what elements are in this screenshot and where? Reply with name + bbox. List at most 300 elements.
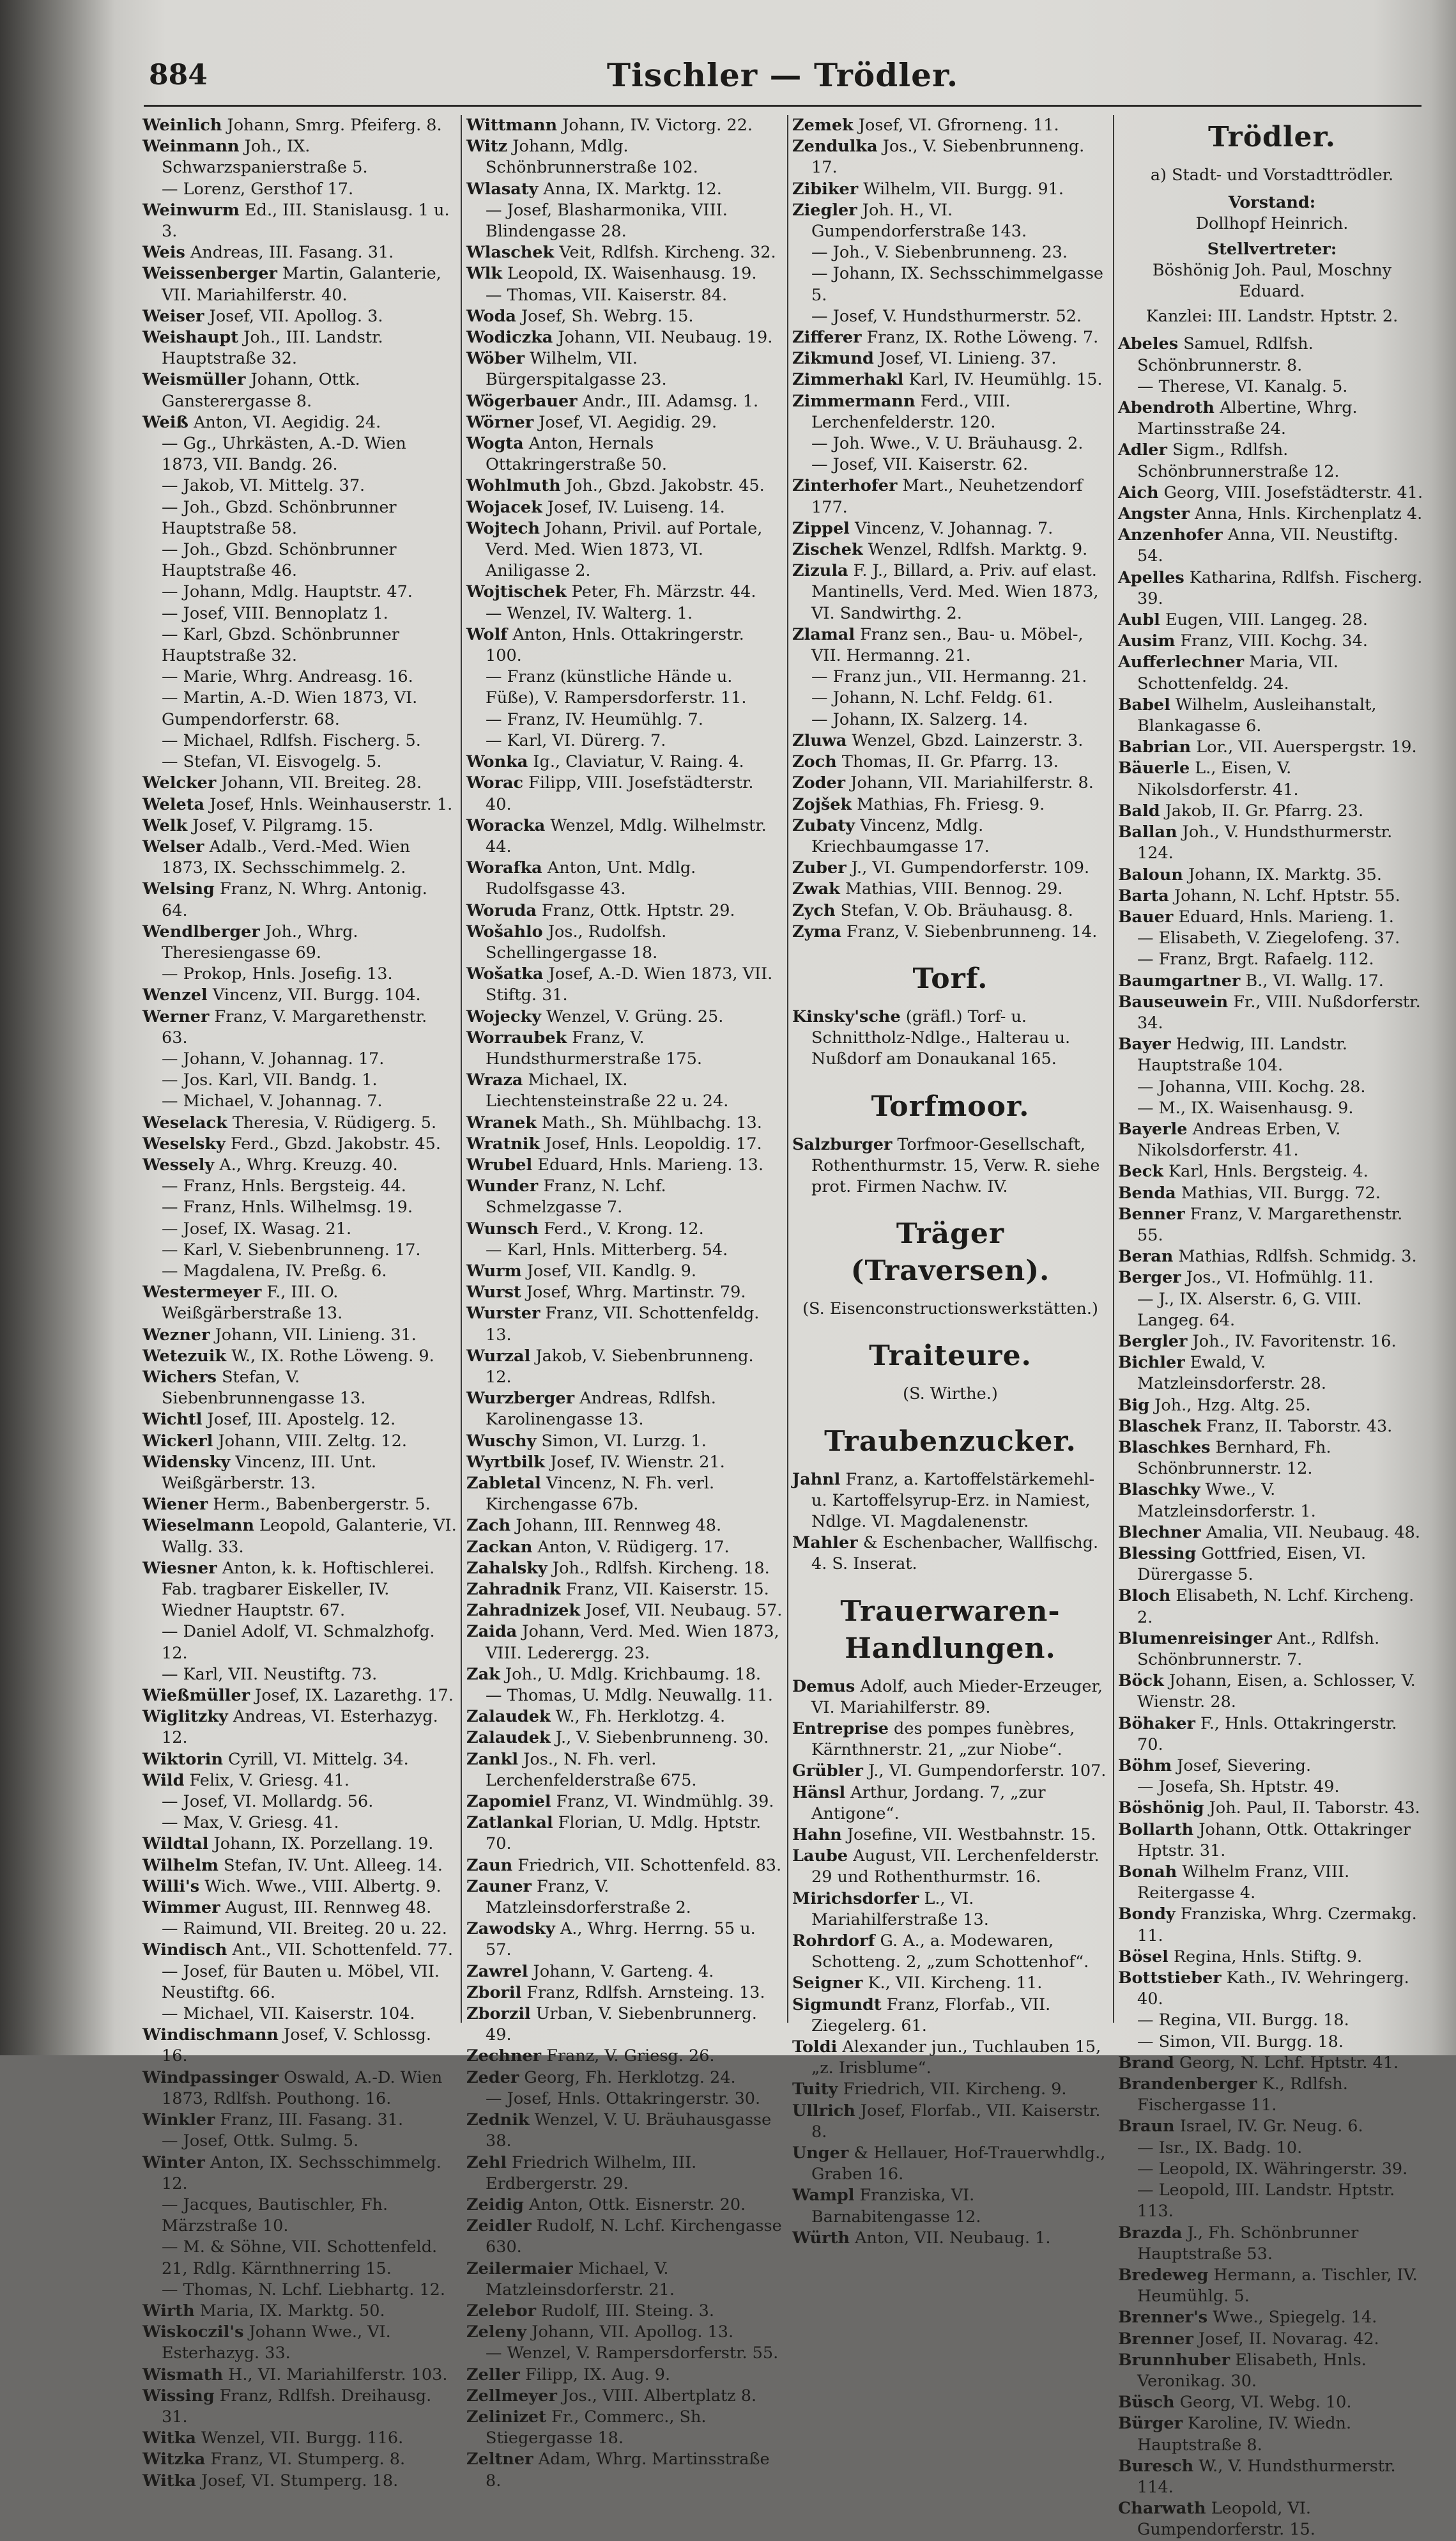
directory-entry: Wirth Maria, IX. Marktg. 50. — [142, 2301, 385, 2321]
directory-entry: — Joh., Gbzd. Schönbrunner Hauptstraße 46. — [162, 540, 397, 581]
directory-entry: Zwak Mathias, VIII. Bennog. 29. — [792, 879, 1063, 899]
directory-entry: — Josef, für Bauten u. Möbel, VII. Neustiftg. 66. — [162, 1961, 440, 2002]
directory-entry: Wörner Josef, VI. Aegidig. 29. — [466, 412, 717, 432]
directory-entry: Zak Joh., U. Mdlg. Krichbaumg. 18. — [466, 1664, 762, 1684]
directory-entry: Zikmund Josef, VI. Linieng. 37. — [792, 349, 1057, 369]
directory-entry: — Johanna, VIII. Kochg. 28. — [1137, 1077, 1366, 1097]
directory-entry: Witka Josef, VI. Stumperg. 18. — [142, 2471, 399, 2491]
directory-entry: Zych Stefan, V. Ob. Bräuhausg. 8. — [792, 900, 1073, 920]
directory-entry: Zeilermaier Michael, V. Matzleinsdorferstr. 21. — [466, 2259, 675, 2299]
directory-entry: Wessely A., Whrg. Kreuzg. 40. — [142, 1155, 398, 1175]
directory-entry: Wurster Franz, VII. Schottenfeldg. 13. — [466, 1304, 760, 1345]
directory-entry: Westermeyer F., III. O. Weißgärberstraße 13. — [142, 1283, 343, 1324]
directory-entry: Aich Georg, VIII. Josefstädterstr. 41. — [1118, 483, 1423, 502]
directory-entry: Ziegler Joh. H., VI. Gumpendorferstraße 143. — [792, 200, 1027, 242]
directory-entry: Witka Wenzel, VII. Burgg. 116. — [142, 2429, 404, 2448]
directory-entry: Böhm Josef, Sievering. — [1118, 1756, 1312, 1776]
directory-entry: — Karl, VII. Neustiftg. 73. — [162, 1664, 378, 1684]
directory-entry: Wlk Leopold, IX. Waisenhausg. 19. — [466, 264, 757, 284]
directory-entry: Unger & Hellauer, Hof-Trauerwhdlg., Graben 16. — [792, 2143, 1106, 2184]
directory-entry: Zippel Vincenz, V. Johannag. 7. — [792, 518, 1054, 538]
directory-entry: Zaida Johann, Verd. Med. Wien 1873, VIII. Lederergg. 23. — [466, 1622, 779, 1663]
directory-entry: Wöber Wilhelm, VII. Bürgerspitalgasse 23. — [466, 349, 667, 390]
directory-entry: Entreprise des pompes funèbres, Kärnthnerstr. 21, „zur Niobe“. — [792, 1718, 1075, 1760]
directory-entry: Wurst Josef, Whrg. Martinstr. 79. — [466, 1283, 746, 1302]
directory-entry: Bäuerle L., Eisen, V. Nikolsdorferstr. 41. — [1118, 759, 1299, 799]
directory-entry: Zeller Filipp, IX. Aug. 9. — [466, 2365, 671, 2384]
directory-entry: — Wenzel, IV. Walterg. 1. — [486, 603, 693, 623]
directory-entry: Abeles Samuel, Rdlfsh. Schönbrunnerstr. 8. — [1118, 334, 1314, 375]
directory-entry: — Johann, V. Johannag. 17. — [162, 1049, 385, 1069]
directory-entry: Zinterhofer Mart., Neuhetzendorf 177. — [792, 476, 1083, 517]
directory-entry: Bauseuwein Fr., VIII. Nußdorferstr. 34. — [1118, 992, 1421, 1033]
directory-entry: Brenner Josef, II. Novarag. 42. — [1118, 2329, 1379, 2349]
directory-entry: — Leopold, III. Landstr. Hptstr. 113. — [1137, 2181, 1395, 2221]
directory-entry: Wissing Franz, Rdlfsh. Dreihausg. 31. — [142, 2386, 432, 2427]
directory-entry: Wetezuik W., IX. Rothe Löweng. 9. — [142, 1346, 434, 1366]
directory-entry: Zackan Anton, V. Rüdigerg. 17. — [466, 1537, 730, 1557]
directory-entry: Zaun Friedrich, VII. Schottenfeld. 83. — [466, 1855, 782, 1875]
directory-entry: Weleta Josef, Hnls. Weinhauserstr. 1. — [142, 794, 453, 814]
directory-entry: — Franz, Hnls. Wilhelmsg. 19. — [162, 1198, 413, 1217]
directory-entry: Beran Mathias, Rdlfsh. Schmidg. 3. — [1118, 1247, 1417, 1267]
directory-entry: Windischmann Josef, V. Schlossg. 16. — [142, 2025, 432, 2066]
directory-entry: Aubl Eugen, VIII. Langeg. 28. — [1118, 610, 1368, 630]
directory-entry: Wießmüller Josef, IX. Lazarethg. 17. — [142, 1686, 454, 1706]
directory-entry: Wratnik Josef, Hnls. Leopoldig. 17. — [466, 1134, 762, 1154]
directory-entry: Zelebor Rudolf, III. Steing. 3. — [466, 2301, 715, 2321]
stellvertreter-names: Böshönig Joh. Paul, Moschny Eduard. — [1152, 260, 1392, 302]
directory-entry: Bayerle Andreas Erben, V. Nikolsdorferstr. 41. — [1118, 1119, 1341, 1161]
directory-entry: Zborzil Urban, V. Siebenbrunnerg. 49. — [466, 2004, 757, 2045]
directory-entry: Zoder Johann, VII. Mariahilferstr. 8. — [792, 773, 1094, 793]
directory-entry: Apelles Katharina, Rdlfsh. Fischerg. 39. — [1118, 568, 1423, 608]
directory-entry: Weinwurm Ed., III. Stanislausg. 1 u. 3. — [142, 200, 450, 242]
directory-entry: Zibiker Wilhelm, VII. Burgg. 91. — [792, 179, 1064, 199]
directory-entry: Weismüller Johann, Ottk. Gansterergasse 8. — [142, 370, 360, 411]
directory-entry: — Josef, Blasharmonika, VIII. Blindengasse 28. — [486, 200, 728, 242]
section-torf-entries — [792, 1007, 1108, 1070]
directory-entry: Zabletal Vincenz, N. Fh. verl. Kirchengasse 67b. — [466, 1474, 715, 1515]
directory-entry: Wieselmann Leopold, Galanterie, VI. Wallg. 33. — [142, 1516, 457, 1557]
kanzlei-address: Kanzlei: III. Landstr. Hptstr. 2. — [1146, 307, 1399, 327]
column-2 — [466, 115, 783, 2491]
directory-entry: — Stefan, VI. Eisvogelg. 5. — [162, 752, 382, 772]
directory-entry: Bösel Regina, Hnls. Stiftg. 9. — [1118, 1947, 1363, 1966]
directory-entry: Zednik Wenzel, V. U. Bräuhausgasse 38. — [466, 2110, 772, 2151]
directory-entry: — Franz jun., VII. Hermanng. 21. — [811, 667, 1087, 687]
directory-entry: Wlasaty Anna, IX. Marktg. 12. — [466, 179, 722, 199]
directory-entry: — Karl, Gbzd. Schönbrunner Hauptstraße 32. — [162, 624, 400, 666]
directory-entry: Braun Israel, IV. Gr. Neug. 6. — [1118, 2117, 1363, 2136]
directory-entry: Beck Karl, Hnls. Bergsteig. 4. — [1118, 1162, 1368, 1182]
directory-entry: Blaschkes Bernhard, Fh. Schönbrunnerstr. 12. — [1118, 1437, 1331, 1479]
directory-entry: — Jacques, Bautischler, Fh. Märzstraße 10. — [162, 2195, 388, 2236]
section-heading-traubenzucker: Traubenzucker. — [824, 1425, 1077, 1458]
directory-entry: Böhaker F., Hnls. Ottakringerstr. 70. — [1118, 1713, 1397, 1754]
directory-entry: Wranek Math., Sh. Mühlbachg. 13. — [466, 1113, 762, 1132]
directory-entry: Zahradnik Franz, VII. Kaiserstr. 15. — [466, 1580, 769, 1600]
directory-entry: Würth Anton, VII. Neubaug. 1. — [792, 2228, 1051, 2248]
section-heading-traiteure: Traiteure. — [869, 1340, 1032, 1373]
header-rule — [144, 105, 1422, 107]
directory-entry: Zlamal Franz sen., Bau- u. Möbel-, VII. Hermanng. 21. — [792, 624, 1084, 666]
directory-entry: — Daniel Adolf, VI. Schmalzhofg. 12. — [162, 1622, 435, 1663]
directory-entry: Zeidig Anton, Ottk. Eisnerstr. 20. — [466, 2195, 746, 2214]
directory-entry: Zelinizet Fr., Commerc., Sh. Stiegergasse 18. — [466, 2407, 707, 2448]
directory-entry: — Josef, VIII. Bennoplatz 1. — [162, 603, 388, 623]
directory-entry: Willi's Wich. Wwe., VIII. Albertg. 9. — [142, 1876, 441, 1896]
directory-entry: Wichtl Josef, III. Apostelg. 12. — [142, 1410, 396, 1430]
directory-entry: Blumenreisinger Ant., Rdlfsh. Schönbrunnerstr. 7. — [1118, 1628, 1380, 1670]
directory-entry: Wild Felix, V. Griesg. 41. — [142, 1770, 349, 1790]
directory-entry: — Regina, VII. Burgg. 18. — [1137, 2011, 1349, 2030]
directory-entry: — Thomas, U. Mdlg. Neuwallg. 11. — [486, 1686, 773, 1706]
directory-entry: — Jos. Karl, VII. Bandg. 1. — [162, 1070, 378, 1090]
directory-entry: Ullrich Josef, Florfab., VII. Kaiserstr. 8. — [792, 2101, 1101, 2142]
directory-entry: Wögerbauer Andr., III. Adamsg. 1. — [466, 391, 759, 411]
directory-entry: — Wenzel, V. Rampersdorferstr. 55. — [486, 2344, 779, 2363]
directory-entry: — Gg., Uhrkästen, A.-D. Wien 1873, VII. Bandg. 26. — [162, 434, 406, 475]
section-traubenzucker-entries — [792, 1469, 1108, 1575]
section-traeger-note: (S. Eisenconstructionswerkstätten.) — [802, 1299, 1098, 1319]
directory-entry: Bald Jakob, II. Gr. Pfarrg. 23. — [1118, 801, 1364, 821]
directory-entry: Wismath H., VI. Mariahilferstr. 103. — [142, 2365, 448, 2384]
directory-entry: Rohrdorf G. A., a. Modewaren, Schotteng. 2, „zum Schottenhof“. — [792, 1931, 1089, 1972]
directory-entry: — Josef, IX. Wasag. 21. — [162, 1219, 352, 1239]
directory-entry: Wurzal Jakob, V. Siebenbrunneng. 12. — [466, 1346, 754, 1387]
directory-entry: Zeleny Johann, VII. Apollog. 13. — [466, 2322, 734, 2342]
directory-entry: Brunnhuber Elisabeth, Hnls. Veronikag. 30. — [1118, 2350, 1367, 2391]
troedler-subheading: a) Stadt- und Vorstadttrödler. — [1150, 166, 1394, 185]
directory-entry: Zeltner Adam, Whrg. Martinsstraße 8. — [466, 2450, 770, 2491]
section-traiteure-note: (S. Wirthe.) — [903, 1384, 998, 1404]
directory-entry: Bredeweg Hermann, a. Tischler, IV. Heumühlg. 5. — [1118, 2265, 1418, 2306]
directory-entry: Wiener Herm., Babenbergerstr. 5. — [142, 1495, 431, 1515]
directory-entry: — Magdalena, IV. Preßg. 6. — [162, 1261, 387, 1281]
directory-entry: Zauner Franz, V. Matzleinsdorferstraße 2. — [466, 1876, 691, 1918]
directory-entry: Wraza Michael, IX. Liechtensteinstraße 22 u. 24. — [466, 1070, 729, 1111]
directory-entry: Mahler & Eschenbacher, Wallfischg. 4. S. Inserat. — [792, 1533, 1099, 1574]
directory-entry: Wlaschek Veit, Rdlfsh. Kircheng. 32. — [466, 243, 776, 263]
directory-entry: Winkler Franz, III. Fasang. 31. — [142, 2110, 404, 2130]
directory-entry: Zluwa Wenzel, Gbzd. Lainzerstr. 3. — [792, 730, 1084, 750]
directory-entry: — Leopold, IX. Währingerstr. 39. — [1137, 2159, 1408, 2179]
column-divider — [1113, 115, 1114, 2023]
directory-entry: Sigmundt Franz, Florfab., VII. Ziegelerg. 61. — [792, 1995, 1051, 2035]
directory-entry: Tuity Friedrich, VII. Kircheng. 9. — [792, 2080, 1067, 2099]
directory-entry: Zalaudek W., Fh. Herklotzg. 4. — [466, 1707, 726, 1727]
directory-entry: — M. & Söhne, VII. Schottenfeld. 21, Rdlg. Kärnthnerring 15. — [162, 2237, 438, 2278]
directory-entry: — Karl, V. Siebenbrunneng. 17. — [162, 1240, 421, 1260]
directory-entry: Zuber J., VI. Gumpendorferstr. 109. — [792, 858, 1090, 878]
directory-entry: Wunsch Ferd., V. Krong. 12. — [466, 1219, 704, 1239]
directory-entry: — Michael, V. Johannag. 7. — [162, 1092, 383, 1111]
section-heading-trauerwaren: Trauerwaren-Handlungen. — [840, 1595, 1061, 1665]
directory-entry: Babel Wilhelm, Ausleihanstalt, Blankagasse 6. — [1118, 695, 1377, 736]
directory-entry: Benda Mathias, VII. Burgg. 72. — [1118, 1183, 1381, 1203]
directory-entry: Weiß Anton, VI. Aegidig. 24. — [142, 412, 381, 432]
directory-entry: Wuschy Simon, VI. Lurzg. 1. — [466, 1431, 707, 1451]
directory-entry: Zimmermann Ferd., VIII. Lerchenfelderstr. 120. — [792, 391, 1011, 432]
directory-entry: Wojacek Josef, IV. Luiseng. 14. — [466, 497, 725, 517]
directory-entry: — Martin, A.-D. Wien 1873, VI. Gumpendorferstr. 68. — [162, 688, 418, 729]
directory-entry: Salzburger Torfmoor-Gesellschaft, Rothenthurmstr. 15, Verw. R. siehe prot. Firmen Nachw. IV. — [792, 1134, 1100, 1196]
directory-entry: Welk Josef, V. Pilgramg. 15. — [142, 815, 374, 835]
directory-entry: — Josef, Hnls. Ottakringerstr. 30. — [486, 2089, 761, 2108]
directory-entry: Wohlmuth Joh., Gbzd. Jakobstr. 45. — [466, 476, 765, 496]
directory-entry: — Elisabeth, V. Ziegelofeng. 37. — [1137, 929, 1400, 948]
directory-entry: — Simon, VII. Burgg. 18. — [1137, 2032, 1344, 2051]
column-3-entries — [792, 115, 1108, 943]
directory-entry: Zyma Franz, V. Siebenbrunneng. 14. — [792, 922, 1098, 941]
directory-entry: Zeder Georg, Fh. Herklotzg. 24. — [466, 2067, 736, 2087]
directory-entry: — Thomas, N. Lchf. Liebhartg. 12. — [162, 2280, 445, 2299]
section-torfmoor-entries — [792, 1134, 1108, 1198]
directory-entry: Zifferer Franz, IX. Rothe Löweng. 7. — [792, 328, 1099, 348]
directory-entry: — Josefa, Sh. Hptstr. 49. — [1137, 1777, 1340, 1797]
directory-page — [137, 26, 1428, 2540]
directory-entry: Wurm Josef, VII. Kandlg. 9. — [466, 1261, 696, 1281]
directory-entry: Zimmerhakl Karl, IV. Heumühlg. 15. — [792, 370, 1103, 390]
section-heading-traeger: Träger (Traversen). — [850, 1217, 1050, 1288]
directory-entry: Benner Franz, V. Margarethenstr. 55. — [1118, 1204, 1403, 1245]
directory-entry: Toldi Alexander jun., Tuchlauben 15, „z. Irisblume“. — [792, 2037, 1101, 2078]
directory-entry: Wodiczka Johann, VII. Neubaug. 19. — [466, 328, 773, 348]
directory-entry: Zoch Thomas, II. Gr. Pfarrg. 13. — [792, 752, 1059, 772]
directory-entry: Wiskoczil's Johann Wwe., VI. Esterhazyg. 33. — [142, 2322, 391, 2363]
running-title: Tischler — Trödler. — [606, 56, 959, 94]
directory-entry: Adler Sigm., Rdlfsh. Schönbrunnerstraße 12. — [1118, 440, 1340, 481]
directory-entry: Wonka Ig., Claviatur, V. Raing. 4. — [466, 752, 744, 772]
directory-entry: Charwath Leopold, VI. Gumpendorferstr. 15. — [1118, 2499, 1315, 2540]
directory-entry: Witzka Franz, VI. Stumperg. 8. — [142, 2450, 406, 2469]
directory-entry: Zizula F. J., Billard, a. Priv. auf elast. Mantinells, Verd. Med. Wien 1873, VI. Sandwirthg. 2. — [792, 561, 1099, 623]
directory-entry: Weinlich Johann, Smrg. Pfeiferg. 8. — [142, 116, 442, 135]
directory-entry: Weiser Josef, VII. Apollog. 3. — [142, 306, 383, 326]
directory-entry: — Karl, VI. Dürerg. 7. — [486, 730, 666, 750]
directory-entry: Abendroth Albertine, Whrg. Martinsstraße 24. — [1118, 398, 1358, 439]
directory-entry: Winter Anton, IX. Sechsschimmelg. 12. — [142, 2152, 441, 2193]
directory-entry: — Therese, VI. Kanalg. 5. — [1137, 376, 1348, 396]
directory-entry: — Karl, Hnls. Mitterberg. 54. — [486, 1240, 728, 1260]
directory-entry: Demus Adolf, auch Mieder-Erzeuger, VI. Mariahilferstr. 89. — [792, 1676, 1103, 1717]
directory-entry: Anzenhofer Anna, VII. Neustiftg. 54. — [1118, 525, 1399, 566]
directory-entry: — Josef, VI. Mollardg. 56. — [162, 1792, 374, 1812]
directory-entry: — Johann, IX. Salzerg. 14. — [811, 709, 1028, 729]
directory-entry: Woracka Wenzel, Mdlg. Wilhelmstr. 44. — [466, 815, 767, 856]
directory-entry: Zendulka Jos., V. Siebenbrunneng. 17. — [792, 137, 1085, 178]
directory-entry: — Johann, N. Lchf. Feldg. 61. — [811, 688, 1054, 708]
directory-entry: Wiktorin Cyrill, VI. Mittelg. 34. — [142, 1749, 409, 1769]
directory-entry: Bloch Elisabeth, N. Lchf. Kircheng. 2. — [1118, 1586, 1414, 1627]
directory-entry: — Max, V. Griesg. 41. — [162, 1813, 339, 1833]
directory-entry: Wilhelm Stefan, IV. Unt. Alleeg. 14. — [142, 1855, 443, 1875]
directory-entry: Wojtischek Peter, Fh. Märzstr. 44. — [466, 582, 756, 602]
directory-entry: — Jakob, VI. Mittelg. 37. — [162, 476, 365, 496]
directory-entry: Wichers Stefan, V. Siebenbrunnengasse 13. — [142, 1367, 366, 1409]
directory-entry: Zach Johann, III. Rennweg 48. — [466, 1516, 722, 1536]
directory-entry: Weinmann Joh., IX. Schwarzspanierstraße 5. — [142, 137, 368, 178]
directory-entry: Wošahlo Jos., Rudolfsh. Schellingergasse 18. — [466, 922, 667, 962]
directory-entry: Kinsky'sche (gräfl.) Torf- u. Schnittholz-Ndlge., Halterau u. Nußdorf am Donaukanal 165. — [792, 1007, 1071, 1069]
directory-entry: Blaschek Franz, II. Taborstr. 43. — [1118, 1416, 1393, 1436]
directory-entry: — Marie, Whrg. Andreasg. 16. — [162, 667, 413, 687]
directory-entry: Brenner's Wwe., Spiegelg. 14. — [1118, 2308, 1377, 2328]
directory-entry: — Franz, IV. Heumühlg. 7. — [486, 709, 703, 729]
directory-entry: Wendlberger Joh., Whrg. Theresiengasse 69. — [142, 922, 358, 962]
directory-entry: Zischek Wenzel, Rdlfsh. Marktg. 9. — [792, 540, 1088, 560]
directory-entry: Zawrel Johann, V. Garteng. 4. — [466, 1961, 714, 1981]
directory-entry: Büsch Georg, VI. Webg. 10. — [1118, 2393, 1352, 2413]
directory-entry: Woda Josef, Sh. Webrg. 15. — [466, 306, 694, 326]
directory-entry: Weissenberger Martin, Galanterie, VII. Mariahilferstr. 40. — [142, 264, 441, 305]
directory-entry: — Isr., IX. Badg. 10. — [1137, 2138, 1303, 2158]
directory-entry: Blechner Amalia, VII. Neubaug. 48. — [1118, 1522, 1421, 1542]
directory-entry: — Franz, Hnls. Bergsteig. 44. — [162, 1177, 406, 1196]
directory-entry: Weselack Theresia, V. Rüdigerg. 5. — [142, 1113, 437, 1132]
directory-entry: Welser Adalb., Verd.-Med. Wien 1873, IX. Sechsschimmelg. 2. — [142, 837, 410, 878]
directory-entry: Windpassinger Oswald, A.-D. Wien 1873, Rdlfsh. Pouthong. 16. — [142, 2067, 443, 2108]
directory-entry: — Josef, Ottk. Sulmg. 5. — [162, 2131, 359, 2151]
directory-entry: Grübler J., VI. Gumpendorferstr. 107. — [792, 1761, 1107, 1781]
directory-entry: Zojšek Mathias, Fh. Friesg. 9. — [792, 794, 1045, 814]
directory-entry: Wurzberger Andreas, Rdlfsh. Karolinengasse 13. — [466, 1389, 716, 1430]
directory-entry: Zemek Josef, VI. Gfrorneng. 11. — [792, 116, 1059, 135]
directory-entry: Woruda Franz, Ottk. Hptstr. 29. — [466, 900, 735, 920]
directory-entry: Bauer Eduard, Hnls. Marieng. 1. — [1118, 907, 1394, 927]
column-1 — [142, 115, 457, 2491]
directory-entry: Angster Anna, Hnls. Kirchenplatz 4. — [1118, 504, 1423, 524]
directory-entry: Brandenberger K., Rdlfsh. Fischergasse 11. — [1118, 2074, 1348, 2115]
directory-entry: Wojtech Johann, Privil. auf Portale, Verd. Med. Wien 1873, VI. Aniligasse 2. — [466, 518, 763, 581]
directory-entry: — Prokop, Hnls. Josefig. 13. — [162, 964, 393, 984]
directory-entry: Zehl Friedrich Wilhelm, III. Erdbergerstr. 29. — [466, 2152, 697, 2193]
directory-entry: Weishaupt Joh., III. Landstr. Hauptstraße 32. — [142, 328, 383, 369]
directory-entry: Berger Jos., VI. Hofmühlg. 11. — [1118, 1268, 1374, 1288]
directory-entry: — Johann, IX. Sechsschimmelgasse 5. — [811, 264, 1103, 305]
directory-entry: Bürger Karoline, IV. Wiedn. Hauptstraße 8. — [1118, 2414, 1352, 2455]
directory-entry: — Lorenz, Gersthof 17. — [162, 179, 354, 199]
column-4-entries — [1118, 334, 1426, 2540]
directory-entry: — Raimund, VII. Breiteg. 20 u. 22. — [162, 1919, 447, 1939]
directory-entry: Zapomiel Franz, VI. Windmühlg. 39. — [466, 1792, 774, 1812]
directory-entry: Windisch Ant., VII. Schottenfeld. 77. — [142, 1940, 453, 1960]
directory-entry: Zeidler Rudolf, N. Lchf. Kirchengasse 630. — [466, 2216, 782, 2257]
directory-entry: Worraubek Franz, V. Hundsthurmerstraße 175. — [466, 1028, 702, 1069]
directory-entry: Wildtal Johann, IX. Porzellang. 19. — [142, 1834, 434, 1854]
directory-entry: Welcker Johann, VII. Breiteg. 28. — [142, 773, 422, 793]
directory-entry: Wunder Franz, N. Lchf. Schmelzgasse 7. — [466, 1177, 666, 1217]
directory-entry: Weselsky Ferd., Gbzd. Jakobstr. 45. — [142, 1134, 441, 1154]
directory-entry: Worac Filipp, VIII. Josefstädterstr. 40. — [466, 773, 754, 814]
directory-entry: — Franz, Brgt. Rafaelg. 112. — [1137, 950, 1374, 969]
directory-entry: Barta Johann, N. Lchf. Hptstr. 55. — [1118, 886, 1400, 906]
column-divider — [461, 115, 462, 2023]
directory-entry: Böshönig Joh. Paul, II. Taborstr. 43. — [1118, 1798, 1420, 1818]
directory-entry: Zatlankal Florian, U. Mdlg. Hptstr. 70. — [466, 1813, 762, 1854]
column-3 — [792, 115, 1108, 2248]
directory-entry: Bottstieber Kath., IV. Wehringerg. 40. — [1118, 1968, 1409, 2009]
directory-entry: Wezner Johann, VII. Linieng. 31. — [142, 1325, 417, 1345]
directory-entry: Weis Andreas, III. Fasang. 31. — [142, 243, 394, 263]
directory-entry: Bichler Ewald, V. Matzleinsdorferstr. 28. — [1118, 1353, 1326, 1394]
directory-entry: Ausim Franz, VIII. Kochg. 34. — [1118, 631, 1368, 651]
directory-entry: Zahalsky Joh., Rdlfsh. Kircheng. 18. — [466, 1558, 770, 1578]
directory-entry: Wyrtbilk Josef, IV. Wienstr. 21. — [466, 1452, 725, 1472]
directory-entry: Babrian Lor., VII. Auerspergstr. 19. — [1118, 738, 1417, 757]
directory-entry: Baumgartner B., VI. Wallg. 17. — [1118, 971, 1384, 991]
directory-entry: — Franz (künstliche Hände u. Füße), V. Rampersdorferstr. 11. — [486, 667, 747, 708]
directory-entry: Wampl Franziska, VI. Barnabitengasse 12. — [792, 2186, 981, 2227]
page-number: 884 — [149, 59, 208, 91]
directory-entry: Bonah Wilhelm Franz, VIII. Reitergasse 4. — [1118, 1862, 1350, 1903]
directory-entry: Hahn Josefine, VII. Westbahnstr. 15. — [792, 1825, 1096, 1844]
directory-entry: Mirichsdorfer L., VI. Mariahilferstraße 13. — [792, 1888, 989, 1929]
directory-entry: Brand Georg, N. Lchf. Hptstr. 41. — [1118, 2053, 1399, 2073]
directory-entry: Wiesner Anton, k. k. Hoftischlerei. Fab. tragbarer Eiskeller, IV. Wiedner Hauptstr. 67. — [142, 1558, 435, 1621]
directory-entry: Wogta Anton, Hernals Ottakringerstraße 50. — [466, 434, 667, 475]
directory-entry: — Johann, Mdlg. Hauptstr. 47. — [162, 582, 413, 602]
directory-entry: Jahnl Franz, a. Kartoffelstärkemehl- u. Kartoffelsyrup-Erz. in Namiest, Ndlge. VI. Magdalenenstr. — [792, 1469, 1095, 1531]
directory-entry: Zboril Franz, Rdlfsh. Arnsteing. 13. — [466, 1982, 765, 2002]
directory-entry: Wojecky Wenzel, V. Grüng. 25. — [466, 1007, 724, 1026]
directory-entry: — Joh., V. Siebenbrunneng. 23. — [811, 243, 1068, 263]
directory-entry: Bayer Hedwig, III. Landstr. Hauptstraße 104. — [1118, 1035, 1347, 1076]
directory-entry: Wiglitzky Andreas, VI. Esterhazyg. 12. — [142, 1707, 438, 1748]
directory-entry: Wittmann Johann, IV. Victorg. 22. — [466, 116, 753, 135]
directory-entry: Wošatka Josef, A.-D. Wien 1873, VII. Stiftg. 31. — [466, 964, 773, 1005]
vorstand-name: Dollhopf Heinrich. — [1195, 214, 1349, 234]
directory-entry: Zahradnizek Josef, VII. Neubaug. 57. — [466, 1601, 783, 1621]
directory-entry: — Thomas, VII. Kaiserstr. 84. — [486, 285, 728, 305]
directory-entry: Aufferlechner Maria, VII. Schottenfeldg. 24. — [1118, 653, 1338, 693]
column-4 — [1118, 115, 1426, 2540]
directory-entry: Wolf Anton, Hnls. Ottakringerstr. 100. — [466, 624, 744, 666]
vorstand-label: Vorstand: — [1228, 193, 1316, 213]
directory-entry: Seigner K., VII. Kircheng. 11. — [792, 1973, 1043, 1993]
directory-entry: — J., IX. Alserstr. 6, G. VIII. Langeg. 64. — [1137, 1289, 1362, 1330]
section-trauerwaren-entries — [792, 1676, 1108, 2249]
directory-entry: Blessing Gottfried, Eisen, VI. Dürergasse 5. — [1118, 1544, 1367, 1585]
directory-entry: Bergler Joh., IV. Favoritenstr. 16. — [1118, 1331, 1397, 1351]
directory-entry: Brazda J., Fh. Schönbrunner Hauptstraße 53. — [1118, 2223, 1359, 2264]
section-heading-torf: Torf. — [912, 962, 988, 995]
directory-entry: Welsing Franz, N. Whrg. Antonig. 64. — [142, 879, 427, 920]
stellvertreter-label: Stellvertreter: — [1207, 239, 1337, 259]
directory-entry: Böck Johann, Eisen, a. Schlosser, V. Wienstr. 28. — [1118, 1671, 1416, 1712]
directory-entry: Big Joh., Hzg. Altg. 25. — [1118, 1395, 1311, 1415]
directory-entry: Werner Franz, V. Margarethenstr. 63. — [142, 1007, 427, 1047]
directory-entry: Ballan Joh., V. Hundsthurmerstr. 124. — [1118, 823, 1393, 863]
directory-entry: Worafka Anton, Unt. Mdlg. Rudolfsgasse 43. — [466, 858, 696, 899]
directory-entry: Wimmer August, III. Rennweg 48. — [142, 1898, 432, 1918]
directory-entry: Zawodsky A., Whrg. Herrng. 55 u. 57. — [466, 1919, 756, 1960]
directory-entry: — Josef, V. Hundsthurmerstr. 52. — [811, 306, 1082, 326]
section-heading-torfmoor: Torfmoor. — [871, 1090, 1030, 1123]
directory-entry: — Joh., Gbzd. Schönbrunner Hauptstraße 58. — [162, 497, 397, 538]
directory-entry: Bondy Franziska, Whrg. Czermakg. 11. — [1118, 1904, 1417, 1945]
directory-entry: Widensky Vincenz, III. Unt. Weißgärberstr. 13. — [142, 1452, 377, 1493]
directory-entry: Zubaty Vincenz, Mdlg. Kriechbaumgasse 17. — [792, 815, 990, 856]
column-divider — [787, 115, 788, 2023]
directory-entry: — Michael, Rdlfsh. Fischerg. 5. — [162, 730, 421, 750]
directory-entry: Buresch W., V. Hundsthurmerstr. 114. — [1118, 2456, 1396, 2497]
directory-entry: Wenzel Vincenz, VII. Burgg. 104. — [142, 985, 421, 1005]
directory-entry: Wrubel Eduard, Hnls. Marieng. 13. — [466, 1155, 763, 1175]
directory-entry: Laube August, VII. Lerchenfelderstr. 29 und Rothenthurmstr. 16. — [792, 1846, 1100, 1887]
directory-entry: Witz Johann, Mdlg. Schönbrunnerstraße 102. — [466, 137, 698, 178]
